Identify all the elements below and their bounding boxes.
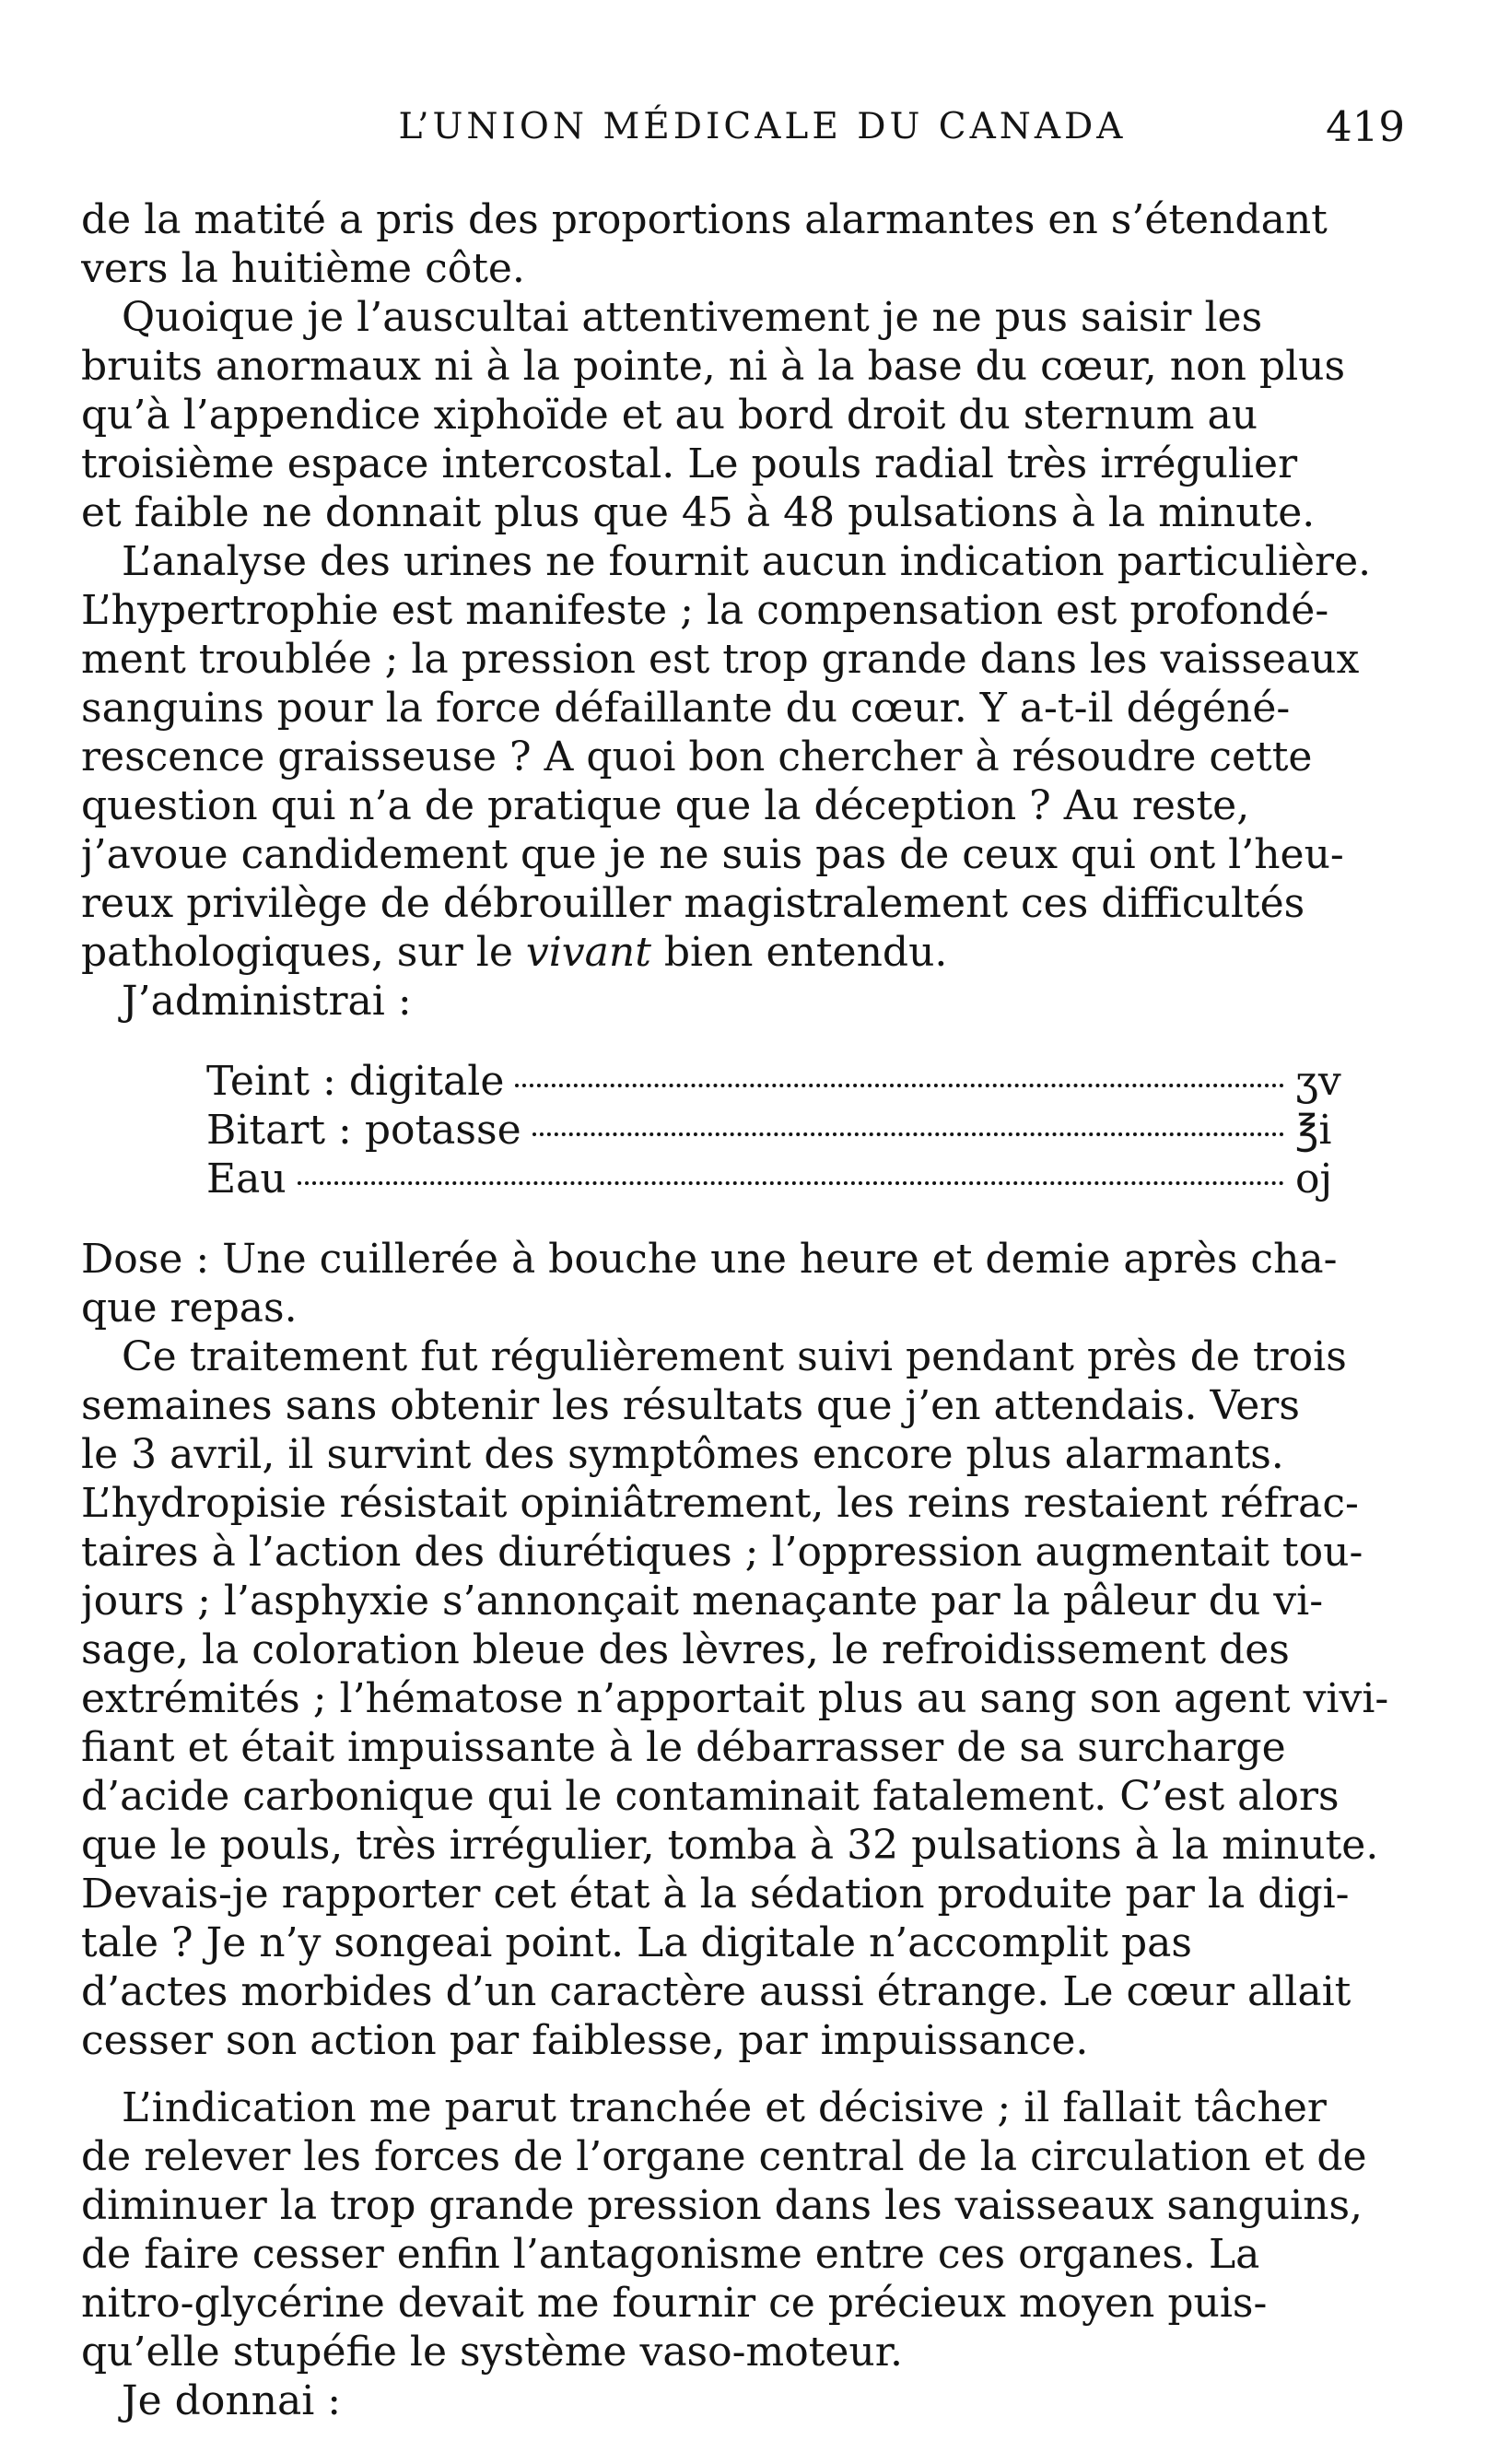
text-line: reux privilège de débrouiller magistralement ces difficultés [81,880,1305,927]
text-line: troisième espace intercostal. Le pouls radial très irrégulier [81,440,1298,487]
text-line: L’indication me parut tranchée et décisive ; il fallait tâcher [122,2084,1327,2131]
text-line: que repas. [81,1285,298,1332]
text-line: Devais-je rapporter cet état à la sédation produite par la digi- [81,1871,1350,1918]
text-line: rescence graisseuse ? A quoi bon chercher à résoudre cette [81,733,1313,780]
text-line: ment troublée ; la pression est trop grande dans les vaisseaux [81,636,1360,683]
paragraph-dose [81,1235,1405,1332]
ingredient-quantity: ℥i [1295,1107,1332,1154]
text-line: d’actes morbides d’un caractère aussi étrange. Le cœur allait [81,1968,1351,2015]
text-line [81,928,1405,977]
journal-title: L’UNION MÉDICALE DU CANADA [398,106,1127,147]
text-line: L’hydropisie résistait opiniâtrement, les reins restaient réfrac- [81,1480,1359,1527]
prescription-row [206,1155,1360,1203]
ingredient-quantity: oj [1295,1156,1333,1203]
ingredient-name: Bitart : potasse [206,1107,521,1154]
text-line: question qui n’a de pratique que la déception ? Au reste, [81,782,1250,829]
paragraph-indication [81,2083,1405,2376]
text-line: jours ; l’asphyxie s’annonçait menaçante par la pâleur du vi- [81,1578,1324,1625]
text-line: L’analyse des urines ne fournit aucun indication particulière. [122,538,1372,585]
text-line: Dose : Une cuillerée à bouche une heure et demie après cha- [81,1236,1338,1283]
prescription-list [81,1057,1360,1203]
text-span: bien entendu. [650,929,948,976]
text-line: tale ? Je n’y songeai point. La digitale n’accomplit pas [81,1919,1192,1966]
prescription-row [206,1057,1360,1106]
text-line: de relever les forces de l’organe central de la circulation et de [81,2133,1367,2180]
text-line: Ce traitement fut régulièrement suivi pendant près de trois [122,1333,1347,1380]
spacer [81,1026,1405,1057]
text-line: cesser son action par faiblesse, par impuissance. [81,2017,1089,2064]
closing-line: Je donnai : [122,2377,342,2424]
dot-leader [298,1181,1284,1185]
text-line: j’avoue candidement que je ne suis pas de ceux qui ont l’heu- [81,831,1344,878]
text-line: de faire cesser enfin l’antagonisme entre ces organes. La [81,2231,1260,2278]
ingredient-quantity: ʒv [1295,1058,1341,1105]
text-line: L’hypertrophie est manifeste ; la compensation est profondé- [81,587,1329,634]
text-line: semaines sans obtenir les résultats que j’en attendais. Vers [81,1382,1300,1429]
text-line: le 3 avril, il survint des symptômes encore plus alarmants. [81,1431,1284,1478]
text-line: sanguins pour la force défaillante du cœur. Y a-t-il dégéné- [81,685,1291,732]
paragraph-matite [81,195,1405,293]
prescription-row [206,1106,1360,1155]
text-line: que le pouls, très irrégulier, tomba à 32 pulsations à la minute. [81,1822,1379,1869]
text-line: d’acide carbonique qui le contaminait fatalement. C’est alors [81,1773,1340,1820]
article-body [81,195,1405,2425]
text-line: et faible ne donnait plus que 45 à 48 pulsations à la minute. [81,489,1316,536]
ingredient-name: Eau [206,1156,287,1203]
text-line: bruits anormaux ni à la pointe, ni à la base du cœur, non plus [81,343,1346,390]
page-number: 419 [1326,102,1405,151]
emphasis-vivant: vivant [525,929,651,976]
text-line: nitro-glycérine devait me fournir ce précieux moyen puis- [81,2280,1268,2327]
paragraph-traitement [81,1332,1405,2065]
paragraph-analyse [81,537,1405,977]
text-line: qu’à l’appendice xiphoïde et au bord droit du sternum au [81,392,1258,439]
text-line: extrémités ; l’hématose n’apportait plus au sang son agent vivi- [81,1675,1389,1722]
text-line: taires à l’action des diurétiques ; l’oppression augmentait tou- [81,1529,1363,1576]
paragraph-auscultation [81,293,1405,537]
administered-intro: J’administrai : [122,978,412,1025]
dot-leader [515,1084,1284,1087]
spacer [81,1203,1405,1235]
ingredient-name: Teint : digitale [206,1058,505,1105]
text-line: sage, la coloration bleue des lèvres, le refroidissement des [81,1626,1290,1673]
text-span: pathologiques, sur le [81,929,526,976]
text-line: fiant et était impuissante à le débarrasser de sa surcharge [81,1724,1286,1771]
text-line: vers la huitième côte. [81,245,525,292]
spacer [81,2065,1405,2083]
text-line: Quoique je l’auscultai attentivement je ne pus saisir les [122,294,1263,341]
dot-leader [532,1132,1284,1136]
text-line: qu’elle stupéfie le système vaso-moteur. [81,2329,903,2376]
running-head [120,100,1405,155]
text-line: diminuer la trop grande pression dans les vaisseaux sanguins, [81,2182,1363,2229]
text-line: de la matité a pris des proportions alarmantes en s’étendant [81,196,1328,243]
